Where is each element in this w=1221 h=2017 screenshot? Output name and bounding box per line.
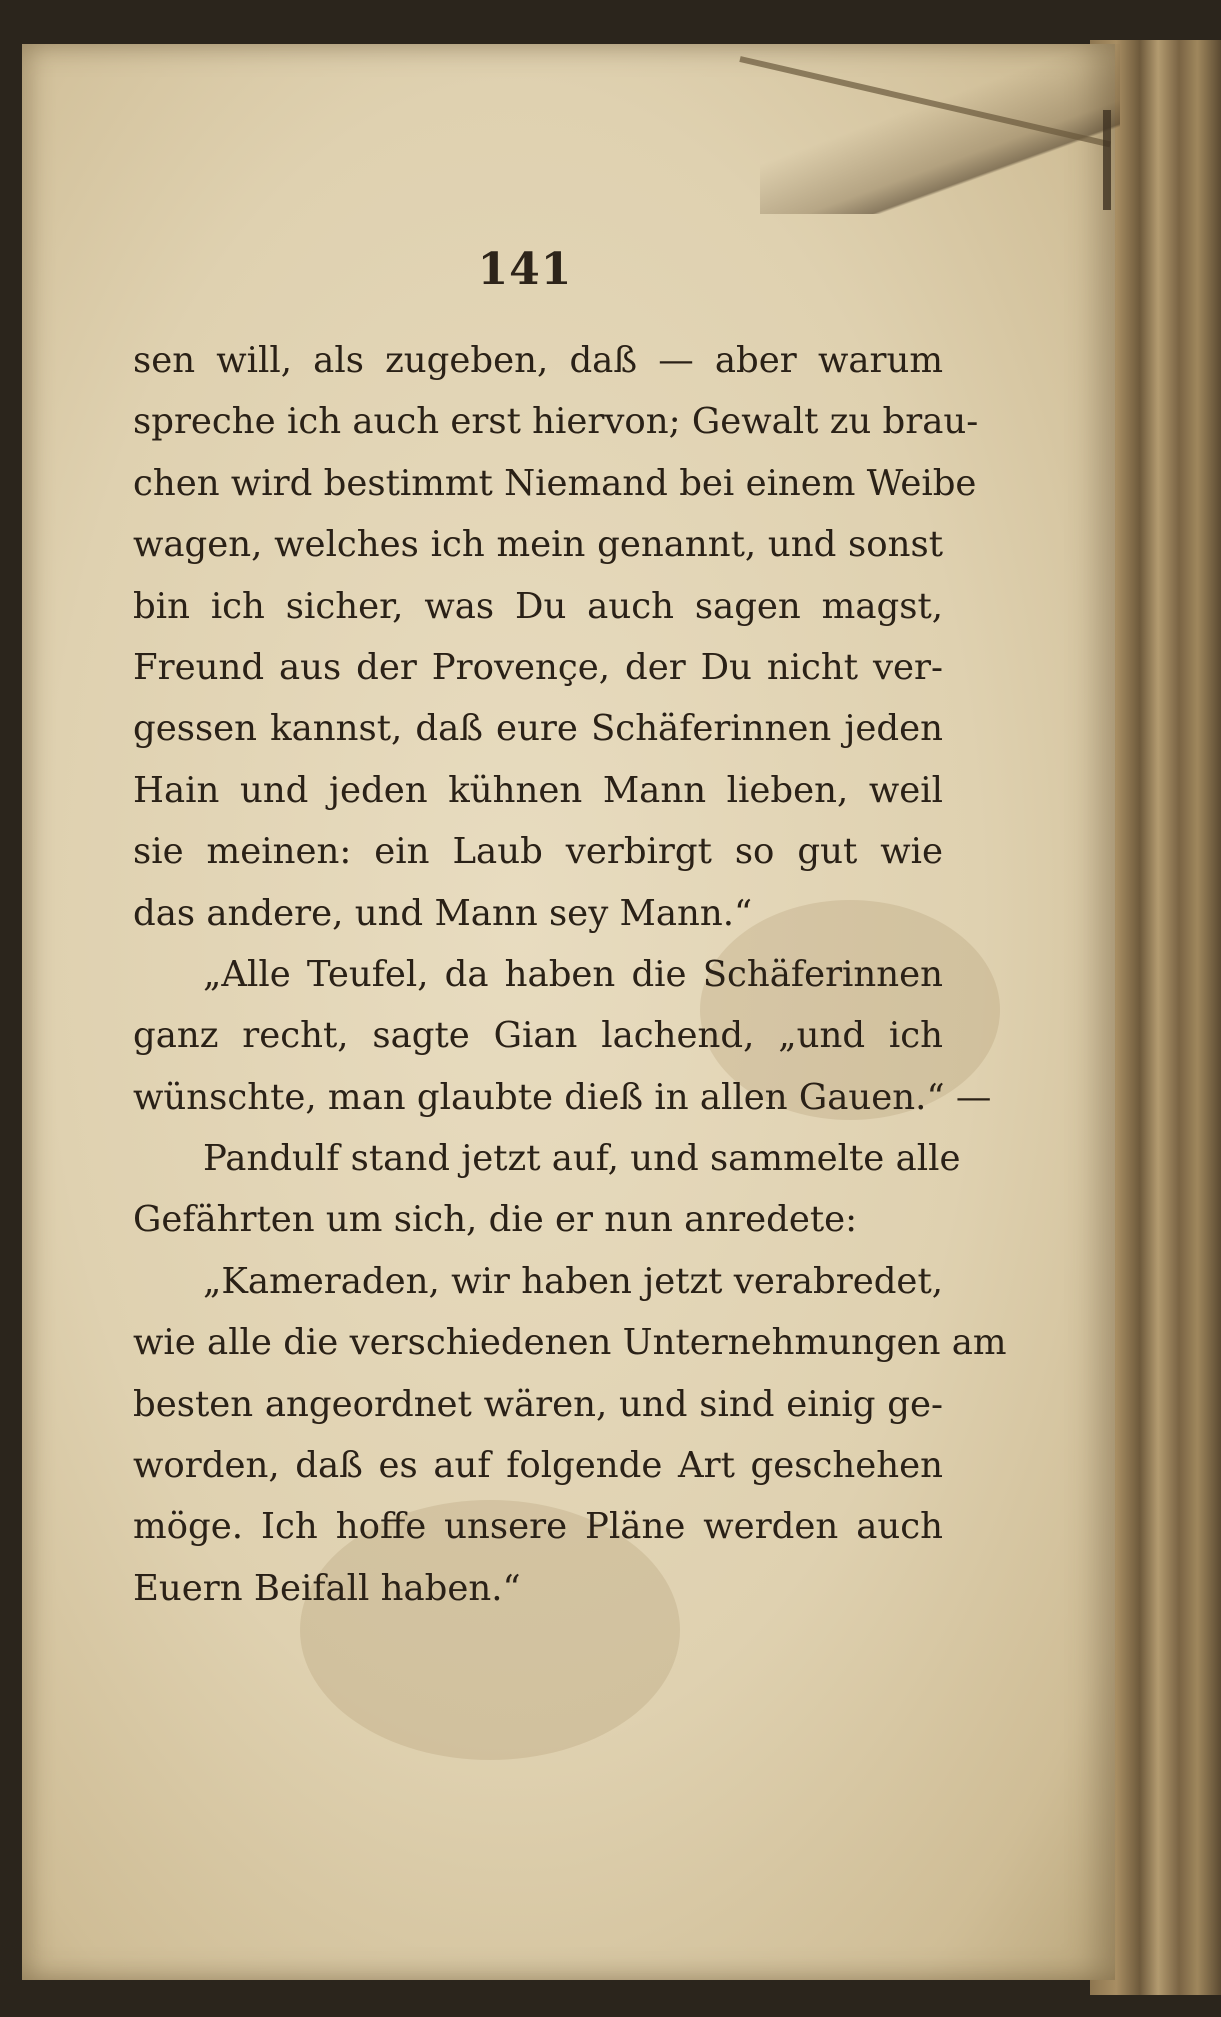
text-line: Euern Beifall haben.“	[133, 1567, 521, 1609]
text-line: Gefährten um sich, die er nun anredete:	[133, 1199, 858, 1241]
text-line: besten angeordnet wären, und sind einig ge-	[133, 1383, 943, 1425]
text-line: das andere, und Mann sey Mann.“	[133, 892, 753, 934]
text-line: bin ich sicher, was Du auch sagen magst,	[133, 585, 943, 627]
text-line: chen wird bestimmt Niemand bei einem Weibe	[133, 462, 977, 504]
text-line: Freund aus der Provençe, der Du nicht ver-	[133, 646, 943, 688]
body-text	[133, 330, 1007, 1619]
text-line: spreche ich auch erst hiervon; Gewalt zu brau-	[133, 401, 979, 443]
text-line: sie meinen: ein Laub verbirgt so gut wie	[133, 831, 943, 873]
text-line: Hain und jeden kühnen Mann lieben, weil	[133, 769, 943, 811]
text-line: möge. Ich hoffe unsere Pläne werden auch	[133, 1506, 943, 1548]
text-line: ganz recht, sagte Gian lachend, „und ich	[133, 1015, 943, 1057]
text-line: wünschte, man glaubte dieß in allen Gauen.“ —	[133, 1076, 992, 1118]
text-line: „Kameraden, wir haben jetzt verabredet,	[203, 1260, 943, 1302]
text-line: gessen kannst, daß eure Schäferinnen jeden	[133, 708, 943, 750]
text-line: wie alle die verschiedenen Unternehmungen am	[133, 1322, 1007, 1364]
text-line: sen will, als zugeben, daß — aber warum	[133, 340, 943, 381]
text-line: wagen, welches ich mein genannt, und sonst	[133, 524, 943, 566]
text-line: Pandulf stand jetzt auf, und sammelte alle	[203, 1138, 961, 1180]
page-number: 141	[477, 244, 573, 295]
text-line: „Alle Teufel, da haben die Schäferinnen	[203, 953, 943, 995]
text-line: worden, daß es auf folgende Art geschehen	[133, 1445, 943, 1487]
fold-edge	[1103, 110, 1111, 210]
